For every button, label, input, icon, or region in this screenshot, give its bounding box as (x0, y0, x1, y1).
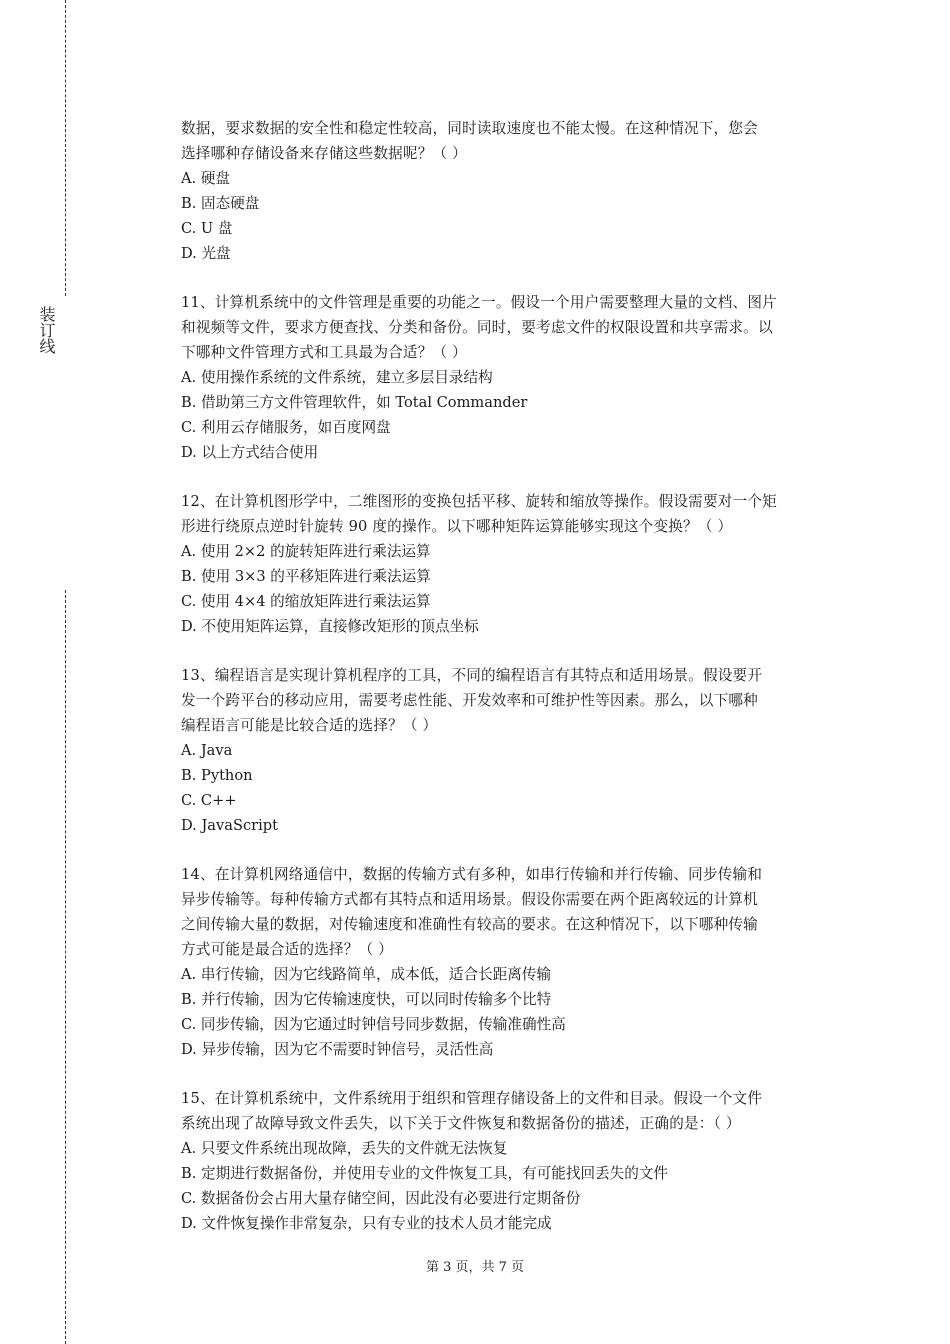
stem-line: 系统出现了故障导致文件丢失，以下关于文件恢复和数据备份的描述，正确的是：（ ） (181, 1115, 741, 1132)
question-block (181, 1086, 841, 1236)
stem-line: 之间传输大量的数据，对传输速度和准确性有较高的要求。在这种情况下，以下哪种传输 (181, 916, 758, 933)
question-stem (181, 290, 841, 365)
stem-line: 编程语言可能是比较合适的选择？（ ） (181, 717, 438, 734)
question-block (181, 663, 841, 838)
question-block (181, 290, 841, 465)
stem-line: 发一个跨平台的移动应用，需要考虑性能、开发效率和可维护性等因素。那么，以下哪种 (181, 692, 758, 709)
answer-option: C. 数据备份会占用大量存储空间，因此没有必要进行定期备份 (181, 1190, 581, 1207)
stem-line: 12、在计算机图形学中，二维图形的变换包括平移、旋转和缩放等操作。假设需要对一个矩 (181, 493, 777, 510)
answer-option: D. 不使用矩阵运算，直接修改矩形的顶点坐标 (181, 618, 479, 635)
question-block (181, 862, 841, 1062)
question-stem (181, 862, 841, 962)
binding-line-top (65, 0, 66, 296)
stem-line: 下哪种文件管理方式和工具最为合适？（ ） (181, 344, 467, 361)
page-number: 第 3 页，共 7 页 (425, 1260, 525, 1275)
answer-option: A. 只要文件系统出现故障，丢失的文件就无法恢复 (181, 1140, 508, 1157)
exam-content (181, 116, 841, 1260)
stem-line: 形进行绕原点逆时针旋转 90 度的操作。以下哪种矩阵运算能够实现这个变换？（ ） (181, 518, 733, 535)
answer-option: D. JavaScript (181, 817, 278, 834)
question-stem (181, 663, 841, 738)
answer-option: C. 使用 4×4 的缩放矩阵进行乘法运算 (181, 593, 431, 610)
answer-option: D. 光盘 (181, 245, 231, 262)
answer-option: D. 文件恢复操作非常复杂，只有专业的技术人员才能完成 (181, 1215, 552, 1232)
answer-option: A. 使用操作系统的文件系统，建立多层目录结构 (181, 369, 493, 386)
answer-option: C. 同步传输，因为它通过时钟信号同步数据，传输准确性高 (181, 1016, 566, 1033)
question-stem (181, 489, 841, 539)
binding-line-bottom (65, 590, 66, 1344)
answer-option: B. 固态硬盘 (181, 195, 260, 212)
stem-line: 方式可能是最合适的选择？（ ） (181, 941, 393, 958)
answer-option: D. 以上方式结合使用 (181, 444, 319, 461)
answer-option: B. 借助第三方文件管理软件，如 Total Commander (181, 394, 528, 411)
question-stem (181, 1086, 841, 1136)
answer-option: A. 使用 2×2 的旋转矩阵进行乘法运算 (181, 543, 431, 560)
stem-line: 15、在计算机系统中，文件系统用于组织和管理存储设备上的文件和目录。假设一个文件 (181, 1090, 763, 1107)
answer-option: B. 并行传输，因为它传输速度快，可以同时传输多个比特 (181, 991, 552, 1008)
answer-option: C. 利用云存储服务，如百度网盘 (181, 419, 391, 436)
stem-line: 11、计算机系统中的文件管理是重要的功能之一。假设一个用户需要整理大量的文档、图片 (181, 294, 777, 311)
stem-line: 数据，要求数据的安全性和稳定性较高，同时读取速度也不能太慢。在这种情况下，您会 (181, 120, 758, 137)
answer-option: B. 定期进行数据备份，并使用专业的文件恢复工具，有可能找回丢失的文件 (181, 1165, 669, 1182)
answer-option: A. 硬盘 (181, 170, 231, 187)
answer-option: D. 异步传输，因为它不需要时钟信号，灵活性高 (181, 1041, 494, 1058)
question-stem (181, 116, 841, 166)
question-block (181, 116, 841, 266)
answer-option: A. 串行传输，因为它线路简单，成本低，适合长距离传输 (181, 966, 552, 983)
question-block (181, 489, 841, 639)
stem-line: 和视频等文件，要求方便查找、分类和备份。同时，要考虑文件的权限设置和共享需求。以 (181, 319, 773, 336)
answer-option: B. 使用 3×3 的平移矩阵进行乘法运算 (181, 568, 431, 585)
answer-option: C. U 盘 (181, 220, 233, 237)
stem-line: 选择哪种存储设备来存储这些数据呢？（ ） (181, 145, 467, 162)
answer-option: B. Python (181, 767, 253, 784)
stem-line: 异步传输等。每种传输方式都有其特点和适用场景。假设你需要在两个距离较远的计算机 (181, 891, 758, 908)
stem-line: 14、在计算机网络通信中，数据的传输方式有多种，如串行传输和并行传输、同步传输和 (181, 866, 763, 883)
binding-label: 装订线 (37, 306, 56, 354)
answer-option: A. Java (181, 742, 233, 759)
stem-line: 13、编程语言是实现计算机程序的工具，不同的编程语言有其特点和适用场景。假设要开 (181, 667, 763, 684)
answer-option: C. C++ (181, 792, 237, 809)
